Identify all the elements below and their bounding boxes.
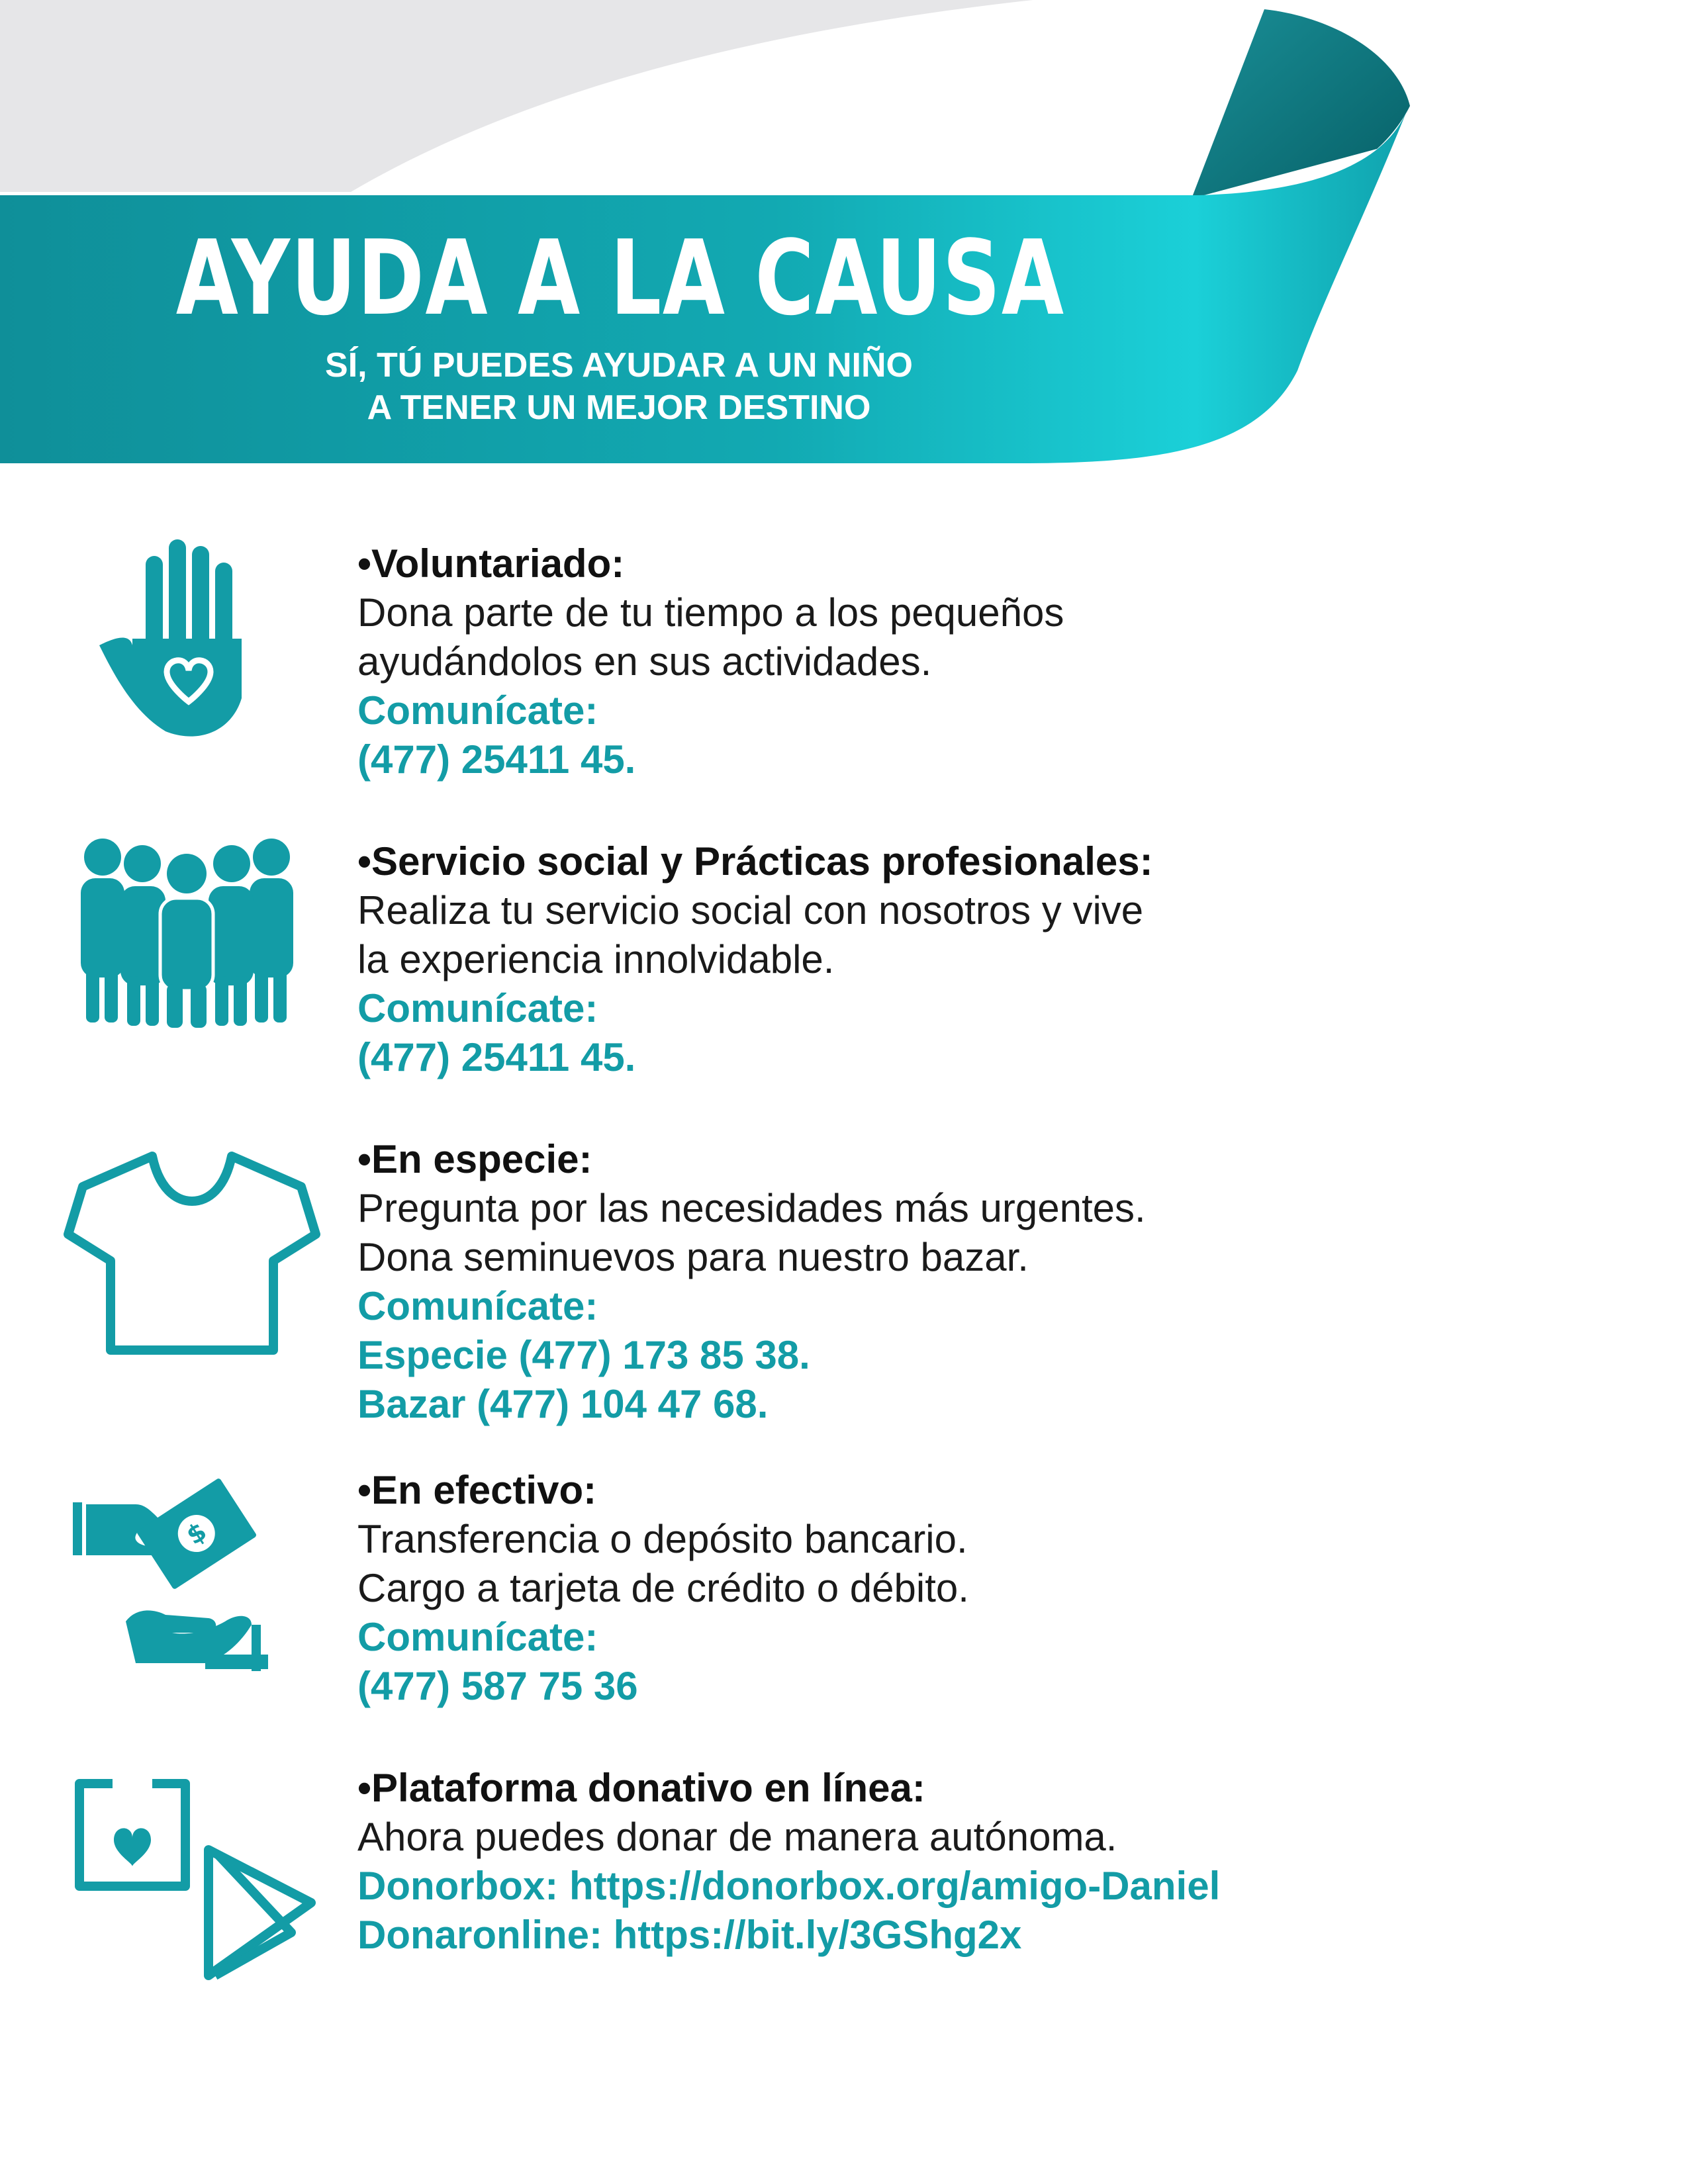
body-line: la experiencia innolvidable. xyxy=(357,937,835,981)
contact-label: Comunícate: xyxy=(357,1615,598,1659)
phone-number[interactable]: (477) 25411 45. xyxy=(357,737,636,782)
hand-heart-icon xyxy=(93,539,265,745)
body-line: Ahora puedes donar de manera autónoma. xyxy=(357,1815,1117,1859)
donorbox-link[interactable]: Donorbox: https://donorbox.org/amigo-Daniel xyxy=(357,1864,1221,1908)
donaronline-link[interactable]: Donaronline: https://bit.ly/3GShg2x xyxy=(357,1913,1022,1957)
body-line: Transferencia o depósito bancario. xyxy=(357,1517,968,1561)
body-line: Realiza tu servicio social con nosotros y vive xyxy=(357,888,1144,933)
section-text xyxy=(357,837,1153,1082)
phone-number[interactable]: (477) 587 75 36 xyxy=(357,1664,638,1708)
page-title: AYUDA A LA CAUSA xyxy=(175,218,1065,338)
subtitle-line-1: SÍ, TÚ PUEDES AYUDAR A UN NIÑO xyxy=(325,346,913,385)
contact-label: Comunícate: xyxy=(357,1284,598,1328)
body-line: Dona seminuevos para nuestro bazar. xyxy=(357,1235,1029,1279)
section-text xyxy=(357,539,1064,784)
contact-label: Comunícate: xyxy=(357,986,598,1030)
contact-label: Comunícate: xyxy=(357,688,598,733)
section-text xyxy=(357,1135,1146,1429)
phone-number[interactable]: (477) 25411 45. xyxy=(357,1035,636,1079)
gray-swoosh xyxy=(0,0,1033,192)
section-heading: •Plataforma donativo en línea: xyxy=(357,1766,925,1810)
section-text xyxy=(357,1764,1220,1960)
group-people-icon xyxy=(73,837,301,1029)
cash-hands-icon xyxy=(73,1466,285,1678)
body-line: Pregunta por las necesidades más urgentes. xyxy=(357,1186,1146,1230)
section-text xyxy=(357,1466,969,1711)
body-line: Dona parte de tu tiempo a los pequeños xyxy=(357,590,1064,635)
phone-number[interactable]: Especie (477) 173 85 38. xyxy=(357,1333,810,1377)
section-heading: •Servicio social y Prácticas profesionales: xyxy=(357,839,1153,884)
body-line: ayudándolos en sus actividades. xyxy=(357,639,932,684)
section-heading: •En efectivo: xyxy=(357,1468,597,1512)
donation-box-icon xyxy=(73,1777,318,1982)
section-heading: •Voluntariado: xyxy=(357,541,625,586)
tshirt-icon xyxy=(63,1148,321,1360)
svg-text:$: $ xyxy=(181,1516,212,1551)
page-subtitle xyxy=(0,344,1238,429)
body-line: Cargo a tarjeta de crédito o débito. xyxy=(357,1566,969,1610)
section-heading: •En especie: xyxy=(357,1137,592,1181)
phone-number[interactable]: Bazar (477) 104 47 68. xyxy=(357,1382,769,1426)
subtitle-line-2: A TENER UN MEJOR DESTINO xyxy=(367,388,871,427)
